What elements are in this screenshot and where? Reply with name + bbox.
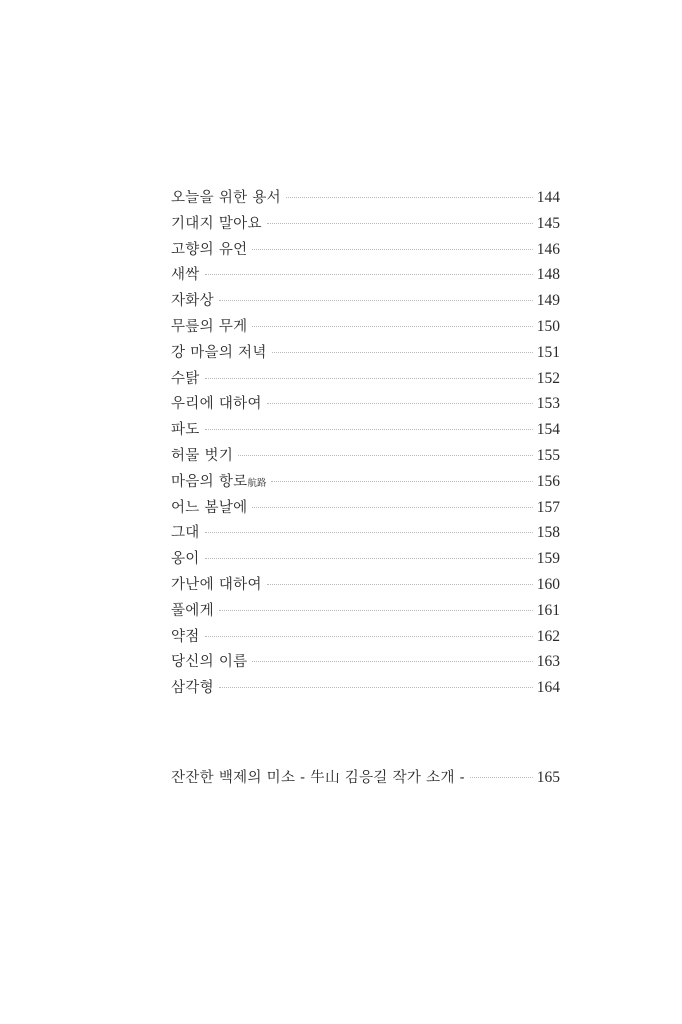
toc-entry-title: 당신의 이름 — [171, 654, 248, 671]
toc-entry-page: 145 — [536, 214, 560, 232]
toc-entry-title: 기대지 말아요 — [171, 215, 262, 232]
toc-entry-page: 164 — [536, 679, 560, 697]
table-of-contents — [171, 185, 560, 701]
author-introduction-section — [171, 765, 560, 791]
toc-entry[interactable] — [171, 469, 560, 495]
toc-entry-title: 자화상 — [171, 293, 214, 310]
toc-entry-title-hanja: 航路 — [247, 477, 267, 489]
toc-entry-page: 165 — [536, 769, 560, 786]
toc-entry[interactable] — [171, 546, 560, 572]
toc-entry[interactable] — [171, 391, 560, 417]
toc-entry-title — [171, 470, 266, 497]
dot-leader — [219, 610, 533, 611]
toc-entry[interactable] — [171, 211, 560, 237]
toc-entry[interactable] — [171, 314, 560, 340]
toc-entry-title: 새싹 — [171, 267, 200, 284]
dot-leader — [205, 378, 533, 379]
toc-entry-page: 154 — [536, 421, 560, 439]
dot-leader — [286, 197, 533, 198]
toc-entry[interactable] — [171, 262, 560, 288]
toc-entry-title: 수탉 — [171, 370, 200, 387]
toc-entry[interactable] — [171, 520, 560, 546]
toc-entry-page: 151 — [536, 343, 560, 361]
toc-entry[interactable] — [171, 495, 560, 521]
dot-leader — [219, 687, 533, 688]
toc-entry-page: 153 — [536, 395, 560, 413]
toc-entry[interactable] — [171, 675, 560, 701]
toc-entry[interactable] — [171, 624, 560, 650]
toc-entry-title: 삼각형 — [171, 680, 214, 697]
toc-entry[interactable] — [171, 340, 560, 366]
toc-entry-page: 159 — [536, 550, 560, 568]
toc-entry-page: 155 — [536, 446, 560, 464]
dot-leader — [267, 403, 533, 404]
toc-entry-page: 149 — [536, 292, 560, 310]
toc-entry-title: 강 마을의 저녁 — [171, 344, 267, 361]
toc-entry-page: 161 — [536, 601, 560, 619]
toc-entry-title: 잔잔한 백제의 미소 - 牛山 김응길 작가 소개 - — [171, 770, 465, 786]
dot-leader — [267, 223, 533, 224]
dot-leader — [470, 777, 533, 778]
toc-entry-title: 풀에게 — [171, 602, 214, 619]
dot-leader — [219, 300, 533, 301]
dot-leader — [272, 352, 533, 353]
dot-leader — [252, 249, 532, 250]
dot-leader — [238, 455, 533, 456]
toc-entry[interactable] — [171, 237, 560, 263]
toc-entry[interactable] — [171, 185, 560, 211]
dot-leader — [252, 326, 532, 327]
toc-entry-title: 가난에 대하여 — [171, 576, 262, 593]
toc-entry-page: 150 — [536, 317, 560, 335]
toc-entry-title: 약점 — [171, 628, 200, 645]
toc-entry-page: 163 — [536, 653, 560, 671]
toc-entry[interactable] — [171, 443, 560, 469]
dot-leader — [252, 507, 532, 508]
toc-entry-page: 157 — [536, 498, 560, 516]
toc-entry-page: 148 — [536, 266, 560, 284]
toc-entry[interactable] — [171, 649, 560, 675]
toc-entry-page: 152 — [536, 369, 560, 387]
toc-entry-title: 허물 벗기 — [171, 447, 234, 464]
toc-entry-title: 그대 — [171, 525, 200, 542]
dot-leader — [205, 274, 533, 275]
toc-entry[interactable] — [171, 288, 560, 314]
toc-entry-page: 158 — [536, 524, 560, 542]
dot-leader — [271, 481, 532, 482]
toc-entry-title: 우리에 대하여 — [171, 396, 262, 413]
toc-entry-title: 옹이 — [171, 551, 200, 568]
toc-entry-page: 160 — [536, 575, 560, 593]
toc-entry-author-intro[interactable] — [171, 765, 560, 791]
toc-entry-title: 오늘을 위한 용서 — [171, 190, 281, 206]
toc-entry-title: 고향의 유언 — [171, 241, 248, 258]
toc-entry-page: 162 — [536, 627, 560, 645]
dot-leader — [205, 558, 533, 559]
toc-entry-page: 146 — [536, 240, 560, 258]
toc-entry[interactable] — [171, 572, 560, 598]
toc-entry[interactable] — [171, 598, 560, 624]
toc-entry[interactable] — [171, 366, 560, 392]
dot-leader — [205, 532, 533, 533]
toc-entry[interactable] — [171, 417, 560, 443]
toc-entry-title: 무릎의 무게 — [171, 318, 248, 335]
toc-entry-title: 어느 봄날에 — [171, 499, 248, 516]
toc-entry-page: 156 — [536, 472, 560, 490]
toc-entry-page: 144 — [536, 189, 560, 206]
dot-leader — [252, 661, 532, 662]
toc-entry-title-text: 마음의 항로 — [171, 473, 248, 490]
dot-leader — [205, 429, 533, 430]
toc-entry-title: 파도 — [171, 422, 200, 439]
dot-leader — [205, 636, 533, 637]
dot-leader — [267, 584, 533, 585]
